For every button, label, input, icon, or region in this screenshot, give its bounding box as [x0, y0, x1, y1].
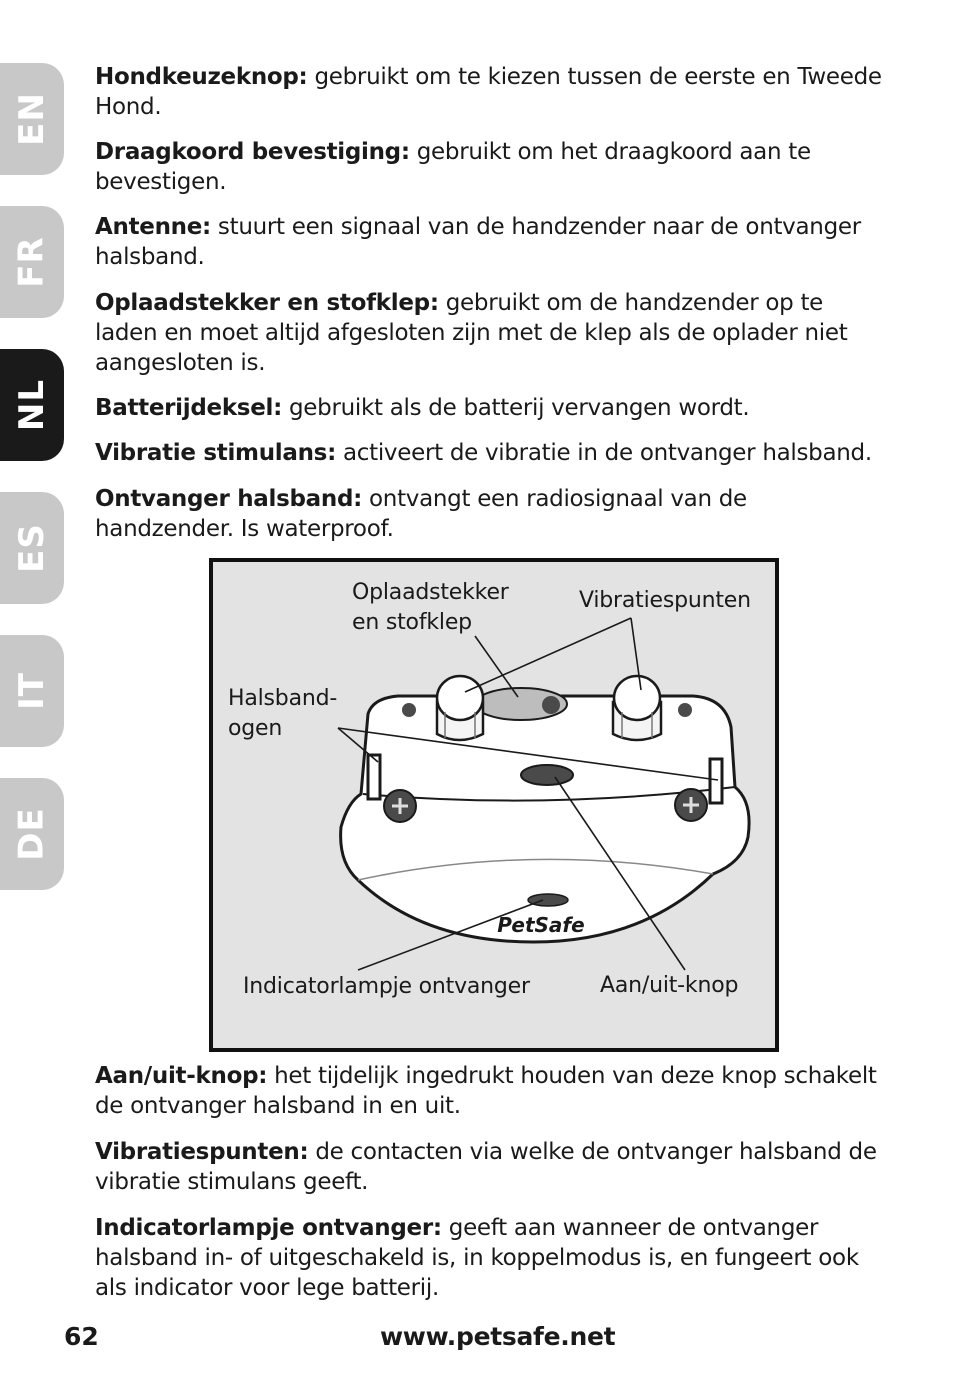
footer-url[interactable]: www.petsafe.net: [380, 1322, 616, 1351]
screw-left: [384, 790, 416, 822]
language-tab-fr[interactable]: [0, 206, 64, 318]
language-tab-nl[interactable]: [0, 349, 64, 461]
definition-indicatorlampje: [95, 1213, 885, 1303]
language-tab-label: ES: [12, 523, 52, 573]
screw-right: [675, 789, 707, 821]
language-tab-en[interactable]: [0, 63, 64, 175]
definition-text: gebruikt als de batterij vervangen wordt.: [281, 395, 750, 421]
definition-text: gebruikt om het draagkoord aan te bevestigen.: [95, 139, 811, 195]
language-tab-label: DE: [11, 807, 52, 861]
definition-vibratiespunten: [95, 1137, 885, 1197]
definition-term: Vibratiespunten:: [95, 1139, 309, 1165]
vibration-point-left: [437, 676, 483, 740]
language-tab-es[interactable]: [0, 492, 64, 604]
definition-term: Ontvanger halsband:: [95, 486, 363, 512]
definition-term: Vibratie stimulans:: [95, 440, 336, 466]
label-charger-line2: en stofklep: [352, 610, 472, 635]
language-tab-label: IT: [12, 672, 52, 710]
definition-term: Draagkoord bevestiging:: [95, 139, 410, 165]
receiver-collar-figure: [209, 558, 779, 1052]
vibration-point-right: [613, 676, 661, 740]
definition-term: Hondkeuzeknop:: [95, 64, 308, 90]
definition-term: Batterijdeksel:: [95, 395, 282, 421]
definition-term: Antenne:: [95, 214, 211, 240]
definition-term: Oplaadstekker en stofklep:: [95, 290, 439, 316]
definition-draagkoord: [95, 137, 885, 197]
definition-antenne: [95, 212, 885, 272]
definition-text: gebruikt om te kiezen tussen de eerste en Tweede Hond.: [95, 64, 882, 120]
definition-text: stuurt een signaal van de handzender naar de ontvanger halsband.: [95, 214, 861, 270]
definition-aan-uit-knop: [95, 1061, 885, 1121]
power-button: [521, 765, 573, 785]
definition-ontvanger-halsband: [95, 484, 885, 544]
definition-text: geeft aan wanneer de ontvanger halsband in- of uitgeschakeld is, in koppelmodus is, en fungeert ook als indicator voor lege batterij.: [95, 1215, 859, 1301]
label-vibration-points: Vibratiespunten: [579, 588, 751, 613]
language-tab-label: FR: [12, 236, 52, 288]
label-collar-eyes-line2: ogen: [228, 716, 283, 741]
definition-text: ontvangt een radiosignaal van de handzender. Is waterproof.: [95, 486, 747, 542]
definition-term: Indicatorlampje ontvanger:: [95, 1215, 442, 1241]
definition-vibratie-stimulans: [95, 438, 885, 468]
page-number: 62: [64, 1322, 99, 1351]
definition-oplaadstekker: [95, 288, 885, 378]
definition-text: de contacten via welke de ontvanger halsband de vibratie stimulans geeft.: [95, 1139, 877, 1195]
language-tab-label: NL: [12, 378, 52, 432]
label-power-button: Aan/uit-knop: [600, 973, 739, 998]
language-tab-it[interactable]: [0, 635, 64, 747]
definition-text: gebruikt om de handzender op te laden en moet altijd afgesloten zijn met de klep als de oplader niet aangesloten is.: [95, 290, 848, 376]
definition-batterijdeksel: [95, 393, 885, 423]
language-tab-de[interactable]: [0, 778, 64, 890]
definition-text: activeert de vibratie in de ontvanger halsband.: [335, 440, 872, 466]
definition-hondkeuzeknop: [95, 62, 885, 122]
petsafe-logo: PetSafe: [497, 913, 585, 937]
label-collar-eyes-line1: Halsband-: [228, 686, 338, 711]
collar-eye-right: [710, 759, 722, 803]
language-tab-label: EN: [12, 92, 52, 146]
label-charger-line1: Oplaadstekker: [352, 580, 509, 605]
definition-text: het tijdelijk ingedrukt houden van deze knop schakelt de ontvanger halsband in en uit.: [95, 1063, 877, 1119]
definition-term: Aan/uit-knop:: [95, 1063, 268, 1089]
label-indicator: Indicatorlampje ontvanger: [243, 974, 530, 999]
